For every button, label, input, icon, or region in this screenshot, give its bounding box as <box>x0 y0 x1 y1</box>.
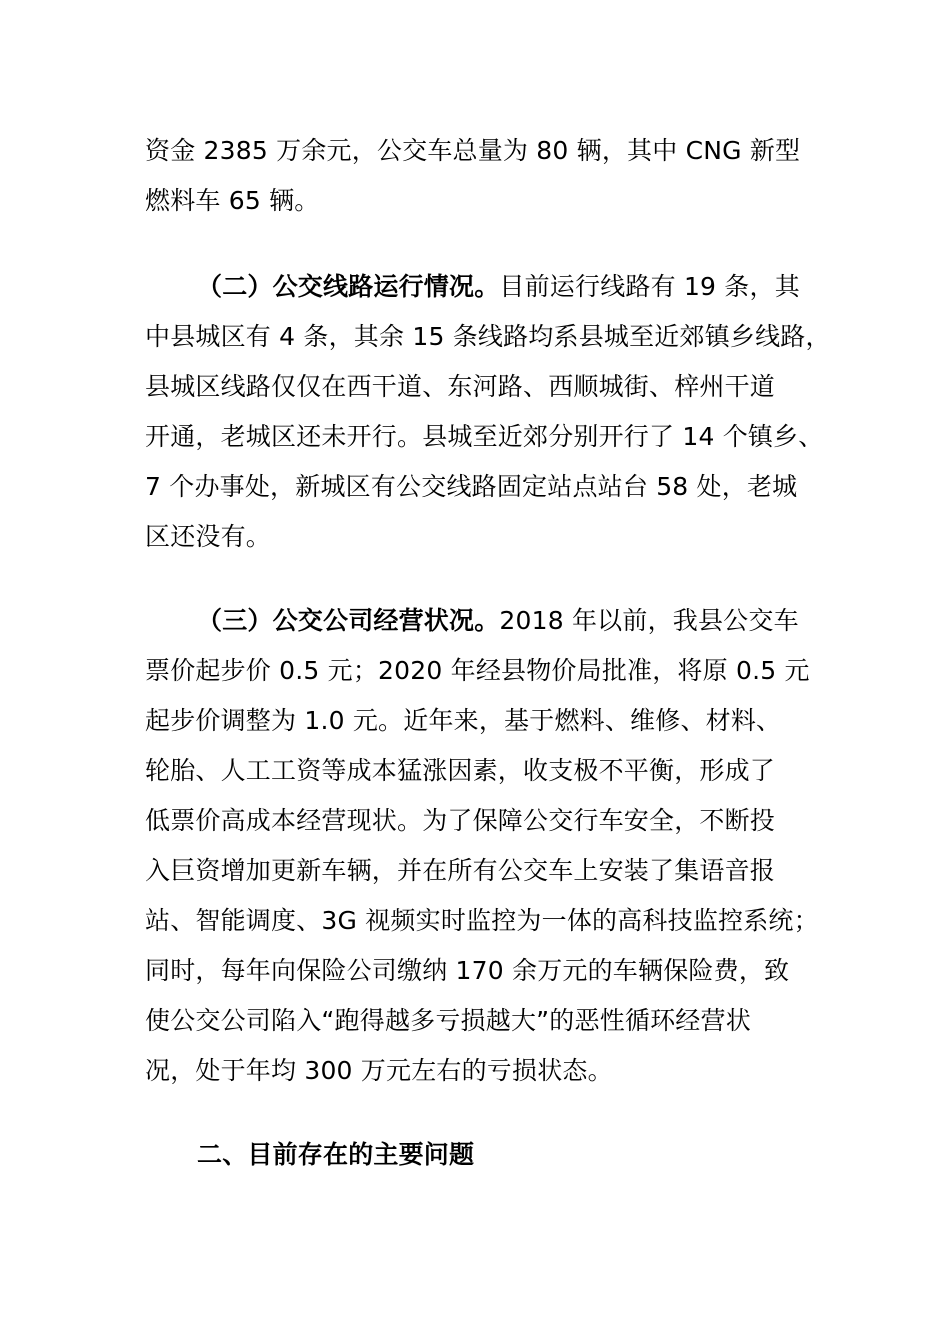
para3-line-6: 入巨资增加更新车辆，并在所有公交车上安装了集语音报 <box>145 856 776 885</box>
para2-line-3: 县城区线路仅仅在西干道、东河路、西顺城街、梓州干道 <box>145 372 776 401</box>
para3-line-10: 况，处于年均 300 万元左右的亏损状态。 <box>145 1056 613 1085</box>
para2-line-1 <box>197 272 800 302</box>
para1-line-1: 资金 2385 万余元，公交车总量为 80 辆，其中 CNG 新型 <box>145 136 801 165</box>
para3-line-4: 轮胎、人工工资等成本猛涨因素，收支极不平衡，形成了 <box>145 756 776 785</box>
para3-line-2: 票价起步价 0.5 元；2020 年经县物价局批准，将原 0.5 元 <box>145 656 810 685</box>
para2-line-6: 区还没有。 <box>145 522 272 551</box>
para3-line-1 <box>197 606 799 636</box>
para3-line-5: 低票价高成本经营现状。为了保障公交行车安全，不断投 <box>145 806 776 835</box>
para2-heading: （二）公交线路运行情况。 <box>197 272 500 301</box>
para1-line-2: 燃料车 65 辆。 <box>145 186 320 215</box>
para3-first-line-text: 2018 年以前，我县公交车 <box>499 606 799 635</box>
para3-line-7: 站、智能调度、3G 视频实时监控为一体的高科技监控系统； <box>145 906 819 935</box>
para2-first-line-text: 目前运行线路有 19 条，其 <box>499 272 800 301</box>
section-heading: 二、目前存在的主要问题 <box>197 1140 475 1169</box>
para3-line-3: 起步价调整为 1.0 元。近年来，基于燃料、维修、材料、 <box>145 706 782 735</box>
para2-line-4: 开通，老城区还未开行。县城至近郊分别开行了 14 个镇乡、 <box>145 422 824 451</box>
para3-heading: （三）公交公司经营状况。 <box>197 606 500 635</box>
para2-line-2: 中县城区有 4 条，其余 15 条线路均系县城至近郊镇乡线路， <box>145 322 831 351</box>
para3-line-9: 使公交公司陷入“跑得越多亏损越大”的恶性循环经营状 <box>145 1006 751 1035</box>
para3-line-8: 同时，每年向保险公司缴纳 170 余万元的车辆保险费，致 <box>145 956 790 985</box>
para2-line-5: 7 个办事处，新城区有公交线路固定站点站台 58 处，老城 <box>145 472 798 501</box>
